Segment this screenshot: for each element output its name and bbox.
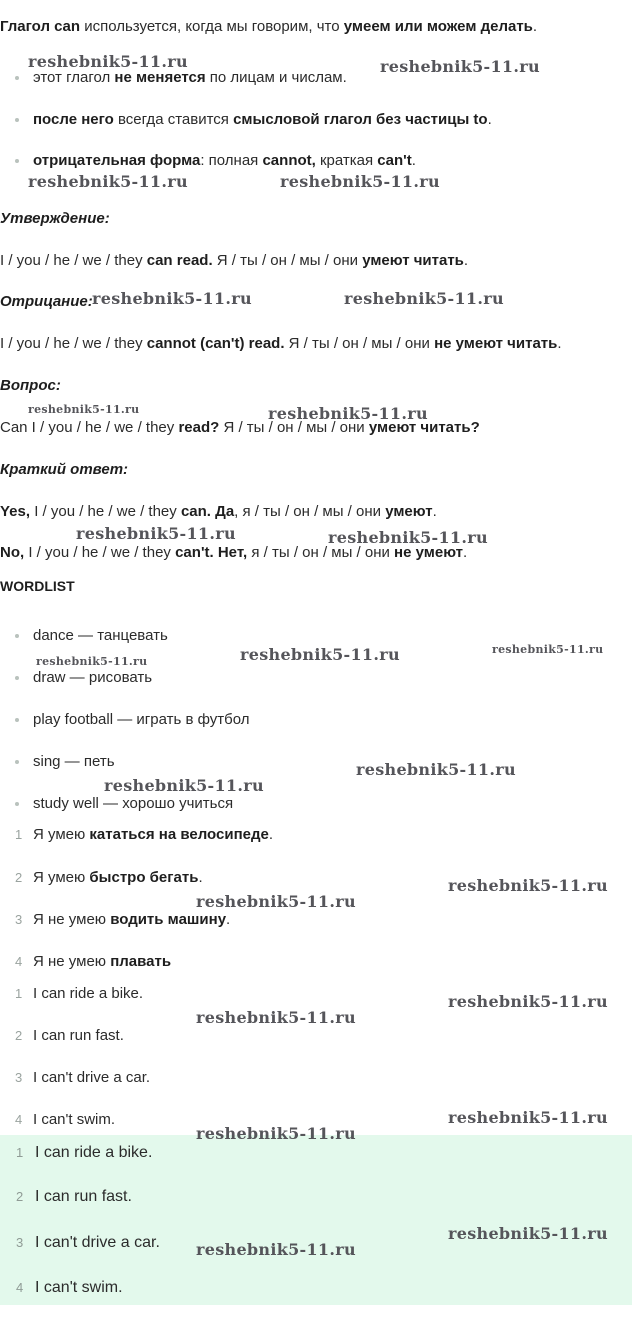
short-answer-no: No, I / you / he / we / they can't. Нет, я / ты / он / мы / они не умеют.: [0, 544, 468, 561]
watermark: reshebnik5-11.ru: [104, 776, 264, 795]
list-number: 3: [15, 912, 23, 927]
bullet-icon: [15, 718, 19, 722]
wordlist-item: play football — играть в футбол: [33, 711, 250, 728]
watermark: reshebnik5-11.ru: [196, 1008, 356, 1027]
affirmative-example: I / you / he / we / they can read. Я / ты / он / мы / они умеют читать.: [0, 252, 469, 269]
watermark: reshebnik5-11.ru: [92, 289, 252, 308]
task-ru-item: Я не умею плавать: [33, 953, 172, 970]
task-ru-item: Я умею быстро бегать.: [33, 869, 203, 886]
watermark: reshebnik5-11.ru: [380, 57, 540, 76]
watermark: reshebnik5-11.ru: [240, 645, 400, 664]
wordlist-title: WORDLIST: [0, 578, 75, 594]
list-number: 4: [15, 954, 23, 969]
list-number: 2: [15, 1028, 23, 1043]
watermark: reshebnik5-11.ru: [196, 1240, 356, 1259]
list-number: 2: [15, 870, 23, 885]
answer-item: I can't drive a car.: [35, 1234, 160, 1251]
task-ru-item: Я не умею водить машину.: [33, 911, 231, 928]
intro-paragraph: Глагол can используется, когда мы говорим, что умеем или можем делать.: [0, 18, 538, 35]
bullet-icon: [15, 159, 19, 163]
bullet-icon: [15, 118, 19, 122]
wordlist-item: study well — хорошо учиться: [33, 795, 234, 812]
watermark: reshebnik5-11.ru: [344, 289, 504, 308]
watermark: reshebnik5-11.ru: [76, 524, 236, 543]
list-number: 4: [15, 1112, 23, 1127]
short-answer-yes: Yes, I / you / he / we / they can. Да, я / ты / он / мы / они умеют.: [0, 503, 437, 520]
bullet-icon: [15, 634, 19, 638]
watermark: reshebnik5-11.ru: [196, 892, 356, 911]
question-heading: Вопрос:: [0, 377, 61, 394]
task-en-item: I can run fast.: [33, 1027, 124, 1044]
bullet-icon: [15, 802, 19, 806]
watermark: reshebnik5-11.ru: [28, 52, 188, 71]
bullet-icon: [15, 760, 19, 764]
watermark: reshebnik5-11.ru: [448, 1108, 608, 1127]
task-en-item: I can ride a bike.: [33, 985, 144, 1002]
question-example: Can I / you / he / we / they read? Я / ты / он / мы / они умеют читать?: [0, 419, 480, 436]
wordlist-item: draw — рисовать: [33, 669, 153, 686]
watermark: reshebnik5-11.ru: [448, 992, 608, 1011]
list-number: 2: [16, 1189, 24, 1204]
answer-item: I can ride a bike.: [35, 1144, 153, 1161]
answer-item: I can run fast.: [35, 1188, 132, 1205]
task-ru-item: Я умею кататься на велосипеде.: [33, 826, 274, 843]
negative-heading: Отрицание:: [0, 293, 93, 310]
watermark: reshebnik5-11.ru: [28, 403, 140, 416]
rule-item: этот глагол не меняется по лицам и числам.: [33, 69, 347, 86]
list-number: 4: [16, 1280, 24, 1295]
bullet-icon: [15, 676, 19, 680]
watermark: reshebnik5-11.ru: [28, 172, 188, 191]
affirmative-heading: Утверждение:: [0, 210, 110, 227]
list-number: 1: [16, 1145, 24, 1160]
watermark: reshebnik5-11.ru: [492, 643, 604, 656]
rule-item: отрицательная форма: полная cannot, краткая can't.: [33, 152, 416, 169]
watermark: reshebnik5-11.ru: [448, 1224, 608, 1243]
task-en-item: I can't swim.: [33, 1111, 116, 1128]
list-number: 1: [15, 827, 23, 842]
bullet-icon: [15, 76, 19, 80]
watermark: reshebnik5-11.ru: [448, 876, 608, 895]
watermark: reshebnik5-11.ru: [36, 655, 148, 668]
list-number: 3: [15, 1070, 23, 1085]
watermark: reshebnik5-11.ru: [280, 172, 440, 191]
list-number: 3: [16, 1235, 24, 1250]
watermark: reshebnik5-11.ru: [328, 528, 488, 547]
answer-item: I can't swim.: [35, 1279, 123, 1296]
wordlist-item: dance — танцевать: [33, 627, 168, 644]
short-answer-heading: Краткий ответ:: [0, 461, 129, 478]
watermark: reshebnik5-11.ru: [196, 1124, 356, 1143]
intro-bold-1: Глагол: [0, 18, 55, 35]
watermark: reshebnik5-11.ru: [356, 760, 516, 779]
wordlist-item: sing — петь: [33, 753, 115, 770]
negative-example: I / you / he / we / they cannot (can't) read. Я / ты / он / мы / они не умеют читать.: [0, 335, 562, 352]
watermark: reshebnik5-11.ru: [268, 404, 428, 423]
task-en-item: I can't drive a car.: [33, 1069, 151, 1086]
list-number: 1: [15, 986, 23, 1001]
rule-item: после него всегда ставится смысловой глагол без частицы to.: [33, 111, 492, 128]
